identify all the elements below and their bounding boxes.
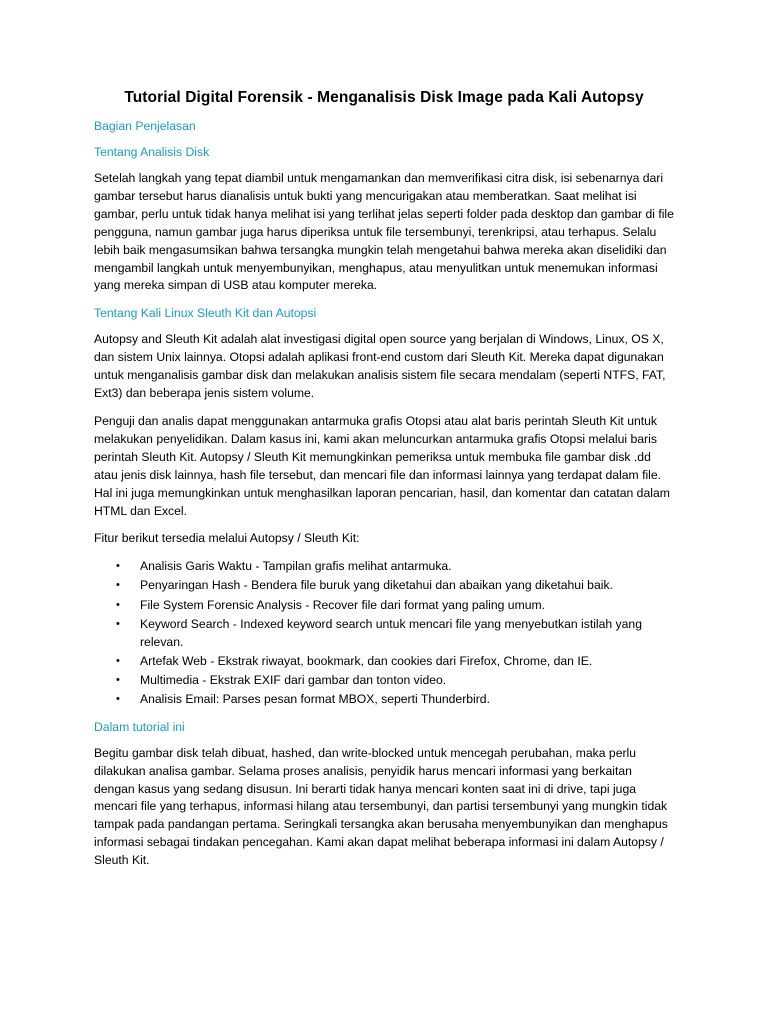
list-item-text: Analisis Email: Parses pesan format MBOX, seperti Thunderbird. [140, 691, 490, 706]
bullet-icon: • [116, 598, 120, 611]
bullet-icon: • [116, 673, 120, 686]
bullet-icon: • [116, 579, 120, 592]
heading-bagian-penjelasan: Bagian Penjelasan [94, 119, 196, 133]
list-item [116, 616, 674, 652]
heading-tentang-analisis-disk: Tentang Analisis Disk [94, 145, 210, 159]
list-item [116, 558, 674, 576]
list-item-text: Multimedia - Ekstrak EXIF dari gambar dan tonton video. [140, 672, 447, 687]
feature-list [94, 558, 674, 708]
heading-tentang-kali-linux: Tentang Kali Linux Sleuth Kit dan Autopsi [94, 306, 317, 321]
bullet-icon: • [116, 617, 120, 630]
list-item [116, 597, 674, 615]
bullet-icon: • [116, 560, 120, 573]
document-title: Tutorial Digital Forensik - Menganalisis Disk Image pada Kali Autopsy [124, 89, 644, 106]
list-item-text: Analisis Garis Waktu - Tampilan grafis melihat antarmuka. [140, 559, 452, 574]
list-item [116, 672, 674, 690]
paragraph-autopsy-usage: Penguji dan analis dapat menggunakan antarmuka grafis Otopsi atau alat baris perintah Sleuth Kit untuk melakukan penyelidikan. Dalam kasus ini, kami akan meluncurkan antarmuka grafis Otopsi melalui baris perintah Sleuth Kit. Autopsy / Sleuth Kit memungkinkan pemeriksa untuk membuka file gambar disk .dd atau jenis disk lainnya, hash file tersebut, dan mencari file dan informasi lainnya yang terdapat dalam file. Hal ini juga memungkinkan untuk menghasilkan laporan pencarian, hasil, dan komentar dan catatan dalam HTML dan Excel. [94, 413, 670, 518]
paragraph-autopsy-intro: Autopsy and Sleuth Kit adalah alat investigasi digital open source yang berjalan di Windows, Linux, OS X, dan sistem Unix lainnya. Otopsi adalah aplikasi front-end custom dari Sleuth Kit. Mereka dapat digunakan untuk menganalisis gambar disk dan melakukan analisis sistem file secara mendalam (seperti NTFS, FAT, Ext3) dan beberapa jenis sistem volume. [94, 332, 666, 401]
list-item-text: File System Forensic Analysis - Recover file dari format yang paling umum. [140, 597, 546, 612]
list-item [116, 577, 674, 595]
paragraph-fitur-intro: Fitur berikut tersedia melalui Autopsy / Sleuth Kit: [94, 531, 360, 546]
list-item [116, 653, 674, 671]
bullet-icon: • [116, 654, 120, 667]
list-item-text: Penyaringan Hash - Bendera file buruk yang diketahui dan abaikan yang diketahui baik. [140, 578, 613, 593]
bullet-icon: • [116, 692, 120, 705]
list-item [116, 691, 674, 709]
heading-dalam-tutorial-ini: Dalam tutorial ini [94, 719, 185, 734]
paragraph-tutorial: Begitu gambar disk telah dibuat, hashed, dan write-blocked untuk mencegah perubahan, maka perlu dilakukan analisa gambar. Selama proses analisis, penyidik harus mencari informasi yang berkaitan dengan kasus yang sedang disusun. Ini berarti tidak hanya mencari konten saat ini di drive, tapi juga mencari file yang terhapus, informasi hilang atau tersembunyi, dan partisi tersembunyi yang mungkin tidak tampak pada pandangan pertama. Seringkali tersangka akan berusaha menyembunyikan dan menghapus informasi sebagai tindakan pencegahan. Kami akan dapat melihat beberapa informasi ini dalam Autopsy / Sleuth Kit. [94, 745, 668, 868]
paragraph-analisis-disk: Setelah langkah yang tepat diambil untuk mengamankan dan memverifikasi citra disk, isi sebenarnya dari gambar tersebut harus dianalisis untuk bukti yang mencurigakan atau memberatkan. Saat melihat isi gambar, perlu untuk tidak hanya melihat isi yang terlihat jelas seperti folder pada desktop dan gambar di file pengguna, namun gambar juga harus diperiksa untuk file tersembunyi, terenkripsi, atau terhapus. Selalu lebih baik mengasumsikan bahwa tersangka mungkin telah mengetahui bahwa mereka akan diselidiki dan mengambil langkah untuk menyembunyikan, menghapus, atau menyulitkan untuk menemukan informasi yang mereka simpan di USB atau komputer mereka. [94, 171, 674, 293]
list-item-text: Artefak Web - Ekstrak riwayat, bookmark, dan cookies dari Firefox, Chrome, dan IE. [140, 653, 593, 668]
list-item-text: Keyword Search - Indexed keyword search untuk mencari file yang menyebutkan istilah yang relevan. [140, 616, 642, 649]
